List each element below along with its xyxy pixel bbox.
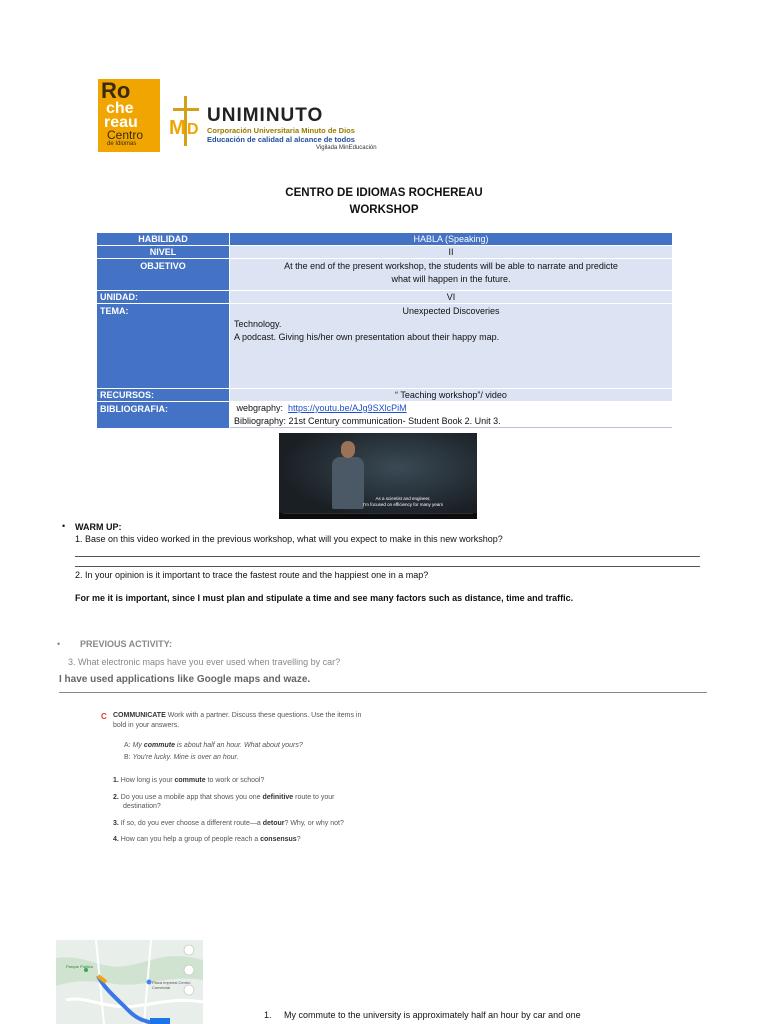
map-label: Parque Público [66, 964, 94, 969]
rochereau-logo [98, 79, 160, 152]
question-text: ? Why, or why not? [284, 820, 344, 827]
table-row [97, 389, 672, 401]
question-bold: consensus [260, 836, 297, 843]
workshop-info-table [97, 233, 672, 429]
question-text: If so, do you ever choose a different route—a [120, 820, 263, 827]
previous-activity-title: PREVIOUS ACTIVITY: [80, 639, 173, 649]
example-a [124, 741, 303, 750]
value-unidad: VI [230, 291, 672, 303]
logo-text: de Idiomas [107, 141, 137, 147]
uniminuto-name: UNIMINUTO [207, 105, 324, 126]
logo-text: reau [104, 114, 138, 131]
table-row [97, 259, 672, 290]
previous-question-3: 3. What electronic maps have you ever used when travelling by car? [68, 657, 341, 667]
example-text: You're lucky. Mine is over an hour. [132, 754, 239, 761]
communicate-question-2 [113, 793, 334, 802]
svg-text:D: D [187, 121, 199, 138]
tema-line: Technology. [234, 319, 282, 329]
warmup-question-1: 1. Base on this video worked in the previous workshop, what will you expect to make in this new workshop? [75, 534, 503, 544]
value-objetivo [230, 259, 672, 290]
logo-text: Ro [101, 78, 131, 103]
table-row [97, 304, 672, 388]
video-caption: I'm focused on efficiency for many years [362, 502, 444, 507]
value-habilidad: HABLA (Speaking) [230, 233, 672, 245]
label-habilidad: HABILIDAD [97, 233, 229, 245]
warmup-answer: For me it is important, since I must plan and stipulate a time and see many factors such as distance, time and traffic. [75, 593, 574, 603]
example-label: A: [124, 742, 131, 749]
tema-title: Unexpected Discoveries [402, 306, 500, 316]
example-b [124, 753, 239, 762]
tema-line: A podcast. Giving his/her own presentation about their happy map. [234, 332, 500, 342]
instructions-text: Work with a partner. Discuss these questions. Use the items in [165, 712, 362, 719]
value-bibliografia [230, 402, 672, 428]
value-recursos: “ Teaching workshop”/ video [230, 389, 672, 401]
question-text: How can you help a group of people reach a [120, 836, 261, 843]
question-text: route to your [293, 794, 335, 801]
communicate-question-1 [113, 776, 264, 785]
question-text: to work or school? [205, 777, 265, 784]
video-caption: As a scientist and engineer, [375, 496, 431, 501]
table-row [97, 291, 672, 303]
bullet-icon: • [57, 639, 61, 649]
instructions-text: bold in your answers. [113, 722, 180, 729]
map-label: Plaza Imperial Centro Comercial [152, 980, 191, 990]
uniminuto-emblem-icon [167, 96, 205, 146]
section-letter: C [101, 712, 107, 721]
webgraphy-label: webgraphy: [234, 403, 289, 413]
question-continuation: destination? [123, 803, 161, 810]
table-row [97, 402, 672, 428]
page-title: CENTRO DE IDIOMAS ROCHEREAU [285, 187, 483, 199]
page-subtitle: WORKSHOP [349, 204, 419, 216]
question-text: Do you use a mobile app that shows you one [120, 794, 263, 801]
label-unidad: UNIDAD: [97, 291, 229, 303]
uniminuto-tagline: Educación de calidad al alcance de todos [207, 135, 355, 144]
objetivo-line: At the end of the present workshop, the students will be able to narrate and predicte [284, 261, 618, 271]
svg-text:M: M [169, 117, 186, 139]
logo-text: Centro [107, 128, 144, 142]
question-text: How long is your [120, 777, 175, 784]
warmup-question-2: 2. In your opinion is it important to trace the fastest route and the happiest one in a map? [75, 570, 429, 580]
webgraphy-line [234, 402, 668, 415]
answer-line [75, 566, 700, 567]
communicate-question-3 [113, 819, 344, 828]
table-row [97, 233, 672, 245]
label-objetivo: OBJETIVO [97, 259, 229, 290]
answer-number: 1. [264, 1010, 272, 1020]
question-number: 3. [113, 820, 119, 827]
label-recursos: RECURSOS: [97, 389, 229, 401]
example-label: B: [124, 754, 131, 761]
bullet-icon: • [62, 521, 66, 531]
uniminuto-vigilada: Vigilada MinEducación [316, 145, 377, 151]
value-tema [230, 304, 672, 388]
example-bold: commute [143, 742, 175, 749]
answer-text: My commute to the university is approximately half an hour by car and one [284, 1010, 581, 1020]
logo-text: che [106, 100, 134, 117]
table-row [97, 246, 672, 258]
answer-line [75, 556, 700, 557]
question-bold: detour [262, 820, 285, 827]
video-thumbnail[interactable] [279, 433, 477, 519]
communicate-heading: COMMUNICATE [113, 712, 166, 719]
speaker-head [341, 441, 355, 458]
video-controls-bar[interactable] [279, 513, 477, 519]
map-screenshot [56, 940, 203, 1024]
objetivo-line: what will happen in the future. [391, 274, 511, 284]
label-nivel: NIVEL [97, 246, 229, 258]
communicate-instructions [113, 711, 361, 720]
question-bold: definitive [262, 794, 294, 801]
value-nivel: II [230, 246, 672, 258]
question-number: 4. [113, 836, 119, 843]
label-tema: TEMA: [97, 304, 229, 388]
answer-line [59, 692, 707, 693]
commute-answer [264, 1009, 581, 1021]
question-text: ? [296, 836, 301, 843]
label-bibliografia: BIBLIOGRAFIA: [97, 402, 229, 428]
communicate-question-4 [113, 835, 301, 844]
example-text: is about half an hour. What about yours? [174, 742, 303, 749]
uniminuto-subtitle: Corporación Universitaria Minuto de Dios [207, 126, 355, 135]
youtube-link[interactable]: https://youtu.be/AJg9SXlcPiM [288, 403, 407, 413]
example-text: My [132, 742, 144, 749]
question-bold: commute [174, 777, 206, 784]
question-number: 1. [113, 777, 119, 784]
bibliography-line: Bibliography: 21st Century communication- Student Book 2. Unit 3. [234, 416, 501, 426]
question-number: 2. [113, 794, 119, 801]
warmup-title: WARM UP: [75, 522, 122, 532]
previous-answer: I have used applications like Google maps and waze. [59, 674, 311, 685]
